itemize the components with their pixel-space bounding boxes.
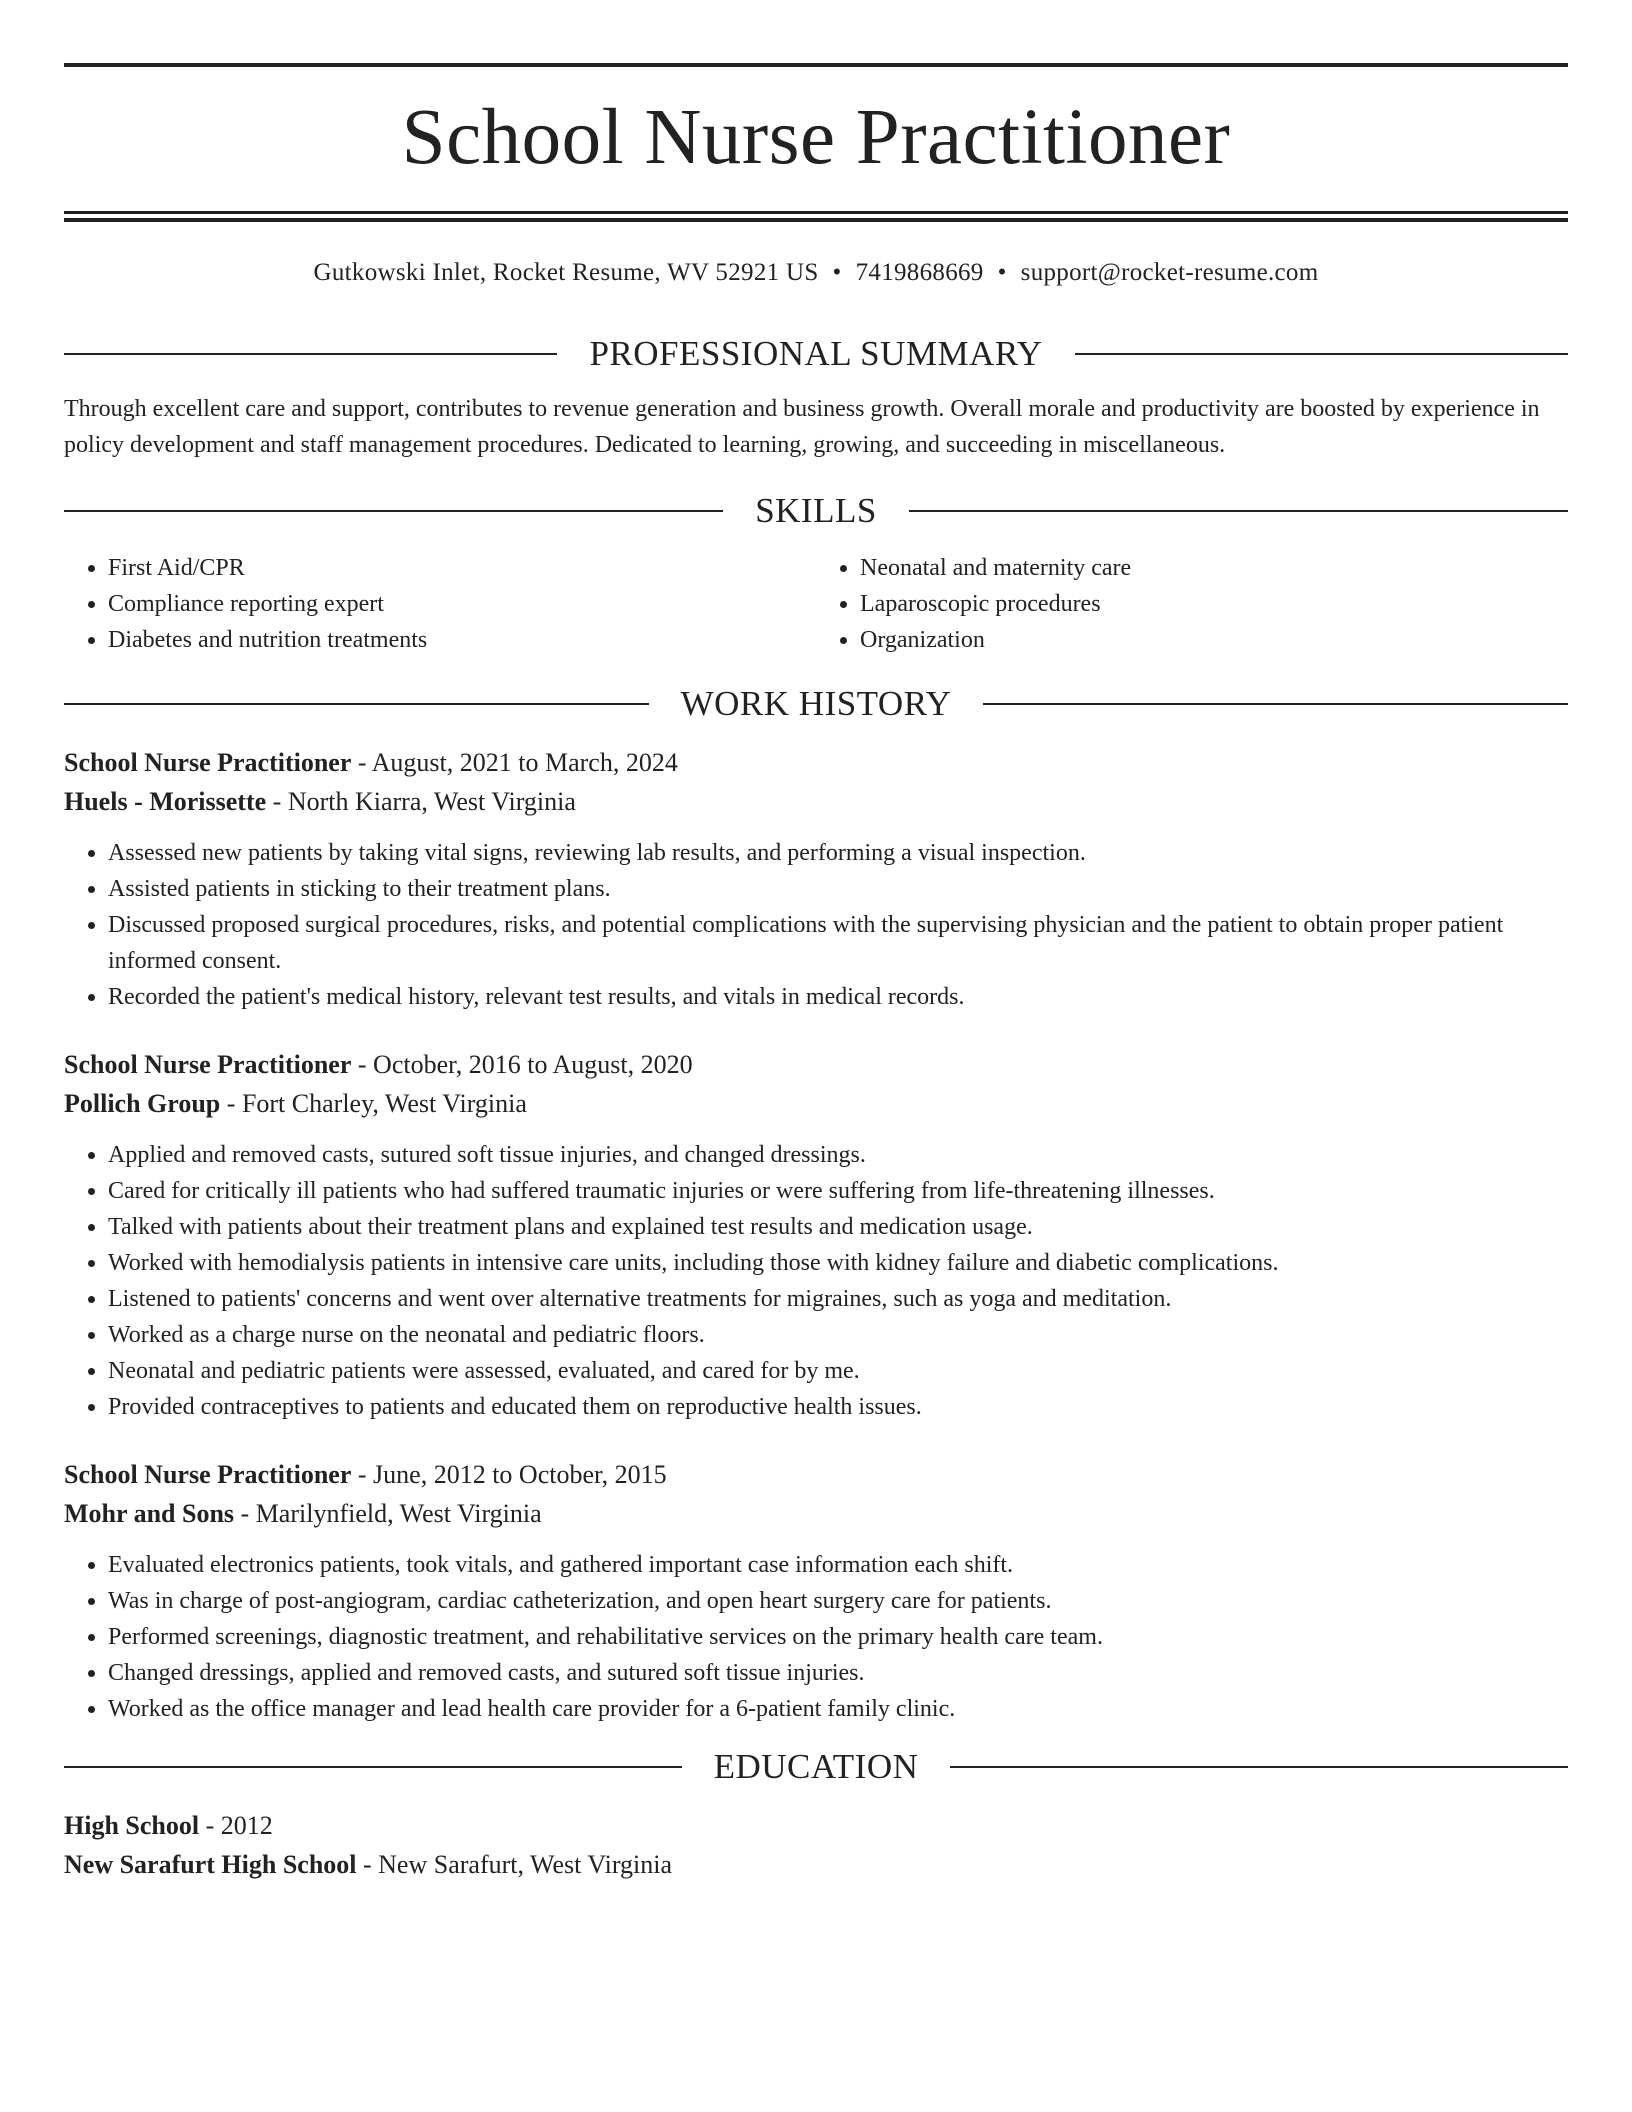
job-bullet: • Talked with patients about their treatment plans and explained test results and medication usage. — [108, 1209, 1568, 1245]
summary-heading — [64, 336, 1568, 371]
job-bullet: • Provided contraceptives to patients and educated them on reproductive health issues. — [108, 1389, 1568, 1425]
job-company-line — [64, 1084, 1568, 1123]
job-location: - North Kiarra, West Virginia — [266, 787, 576, 816]
heading-rule — [64, 703, 649, 705]
heading-rule — [64, 353, 557, 355]
job-entry — [64, 1455, 1568, 1727]
job-location: - Fort Charley, West Virginia — [220, 1089, 527, 1118]
job-title: School Nurse Practitioner — [64, 748, 352, 777]
heading-rule — [983, 703, 1568, 705]
job-bullets — [64, 1547, 1568, 1727]
double-rule — [64, 211, 1568, 222]
skill-item: • Neonatal and maternity care — [860, 550, 1568, 586]
section-title: PROFESSIONAL SUMMARY — [589, 334, 1043, 373]
skill-item: • Compliance reporting expert — [108, 586, 816, 622]
job-bullet: • Evaluated electronics patients, took vitals, and gathered important case information each shift. — [108, 1547, 1568, 1583]
job-dates: - August, 2021 to March, 2024 — [351, 748, 678, 777]
heading-rule — [1075, 353, 1568, 355]
work-heading — [64, 686, 1568, 721]
job-title-line — [64, 1455, 1568, 1494]
education-school: New Sarafurt High School — [64, 1850, 357, 1879]
job-company-line — [64, 782, 1568, 821]
job-bullet: • Neonatal and pediatric patients were assessed, evaluated, and cared for by me. — [108, 1353, 1568, 1389]
job-company: Mohr and Sons — [64, 1499, 235, 1528]
job-bullet: • Changed dressings, applied and removed casts, and sutured soft tissue injuries. — [108, 1655, 1568, 1691]
job-title-line — [64, 1045, 1568, 1084]
contact-phone: 7419868669 — [855, 259, 984, 286]
job-company-line — [64, 1494, 1568, 1533]
education-degree: High School — [64, 1811, 200, 1840]
job-bullet: • Listened to patients' concerns and went over alternative treatments for migraines, such as yoga and meditation. — [108, 1281, 1568, 1317]
job-bullet: • Worked with hemodialysis patients in intensive care units, including those with kidney failure and diabetic complications. — [108, 1245, 1568, 1281]
job-dates: - October, 2016 to August, 2020 — [351, 1050, 693, 1079]
job-bullets — [64, 1137, 1568, 1425]
skills-column-left — [64, 550, 816, 658]
education-location: - New Sarafurt, West Virginia — [356, 1850, 673, 1879]
job-bullets — [64, 835, 1568, 1015]
job-title: School Nurse Practitioner — [64, 1050, 352, 1079]
heading-rule — [64, 510, 723, 512]
job-bullet: • Worked as the office manager and lead health care provider for a 6-patient family clinic. — [108, 1691, 1568, 1727]
job-bullet: • Worked as a charge nurse on the neonatal and pediatric floors. — [108, 1317, 1568, 1353]
job-bullet: • Assisted patients in sticking to their treatment plans. — [108, 871, 1568, 907]
education-heading — [64, 1749, 1568, 1784]
job-company: Huels - Morissette — [64, 787, 267, 816]
education-year: - 2012 — [199, 1811, 273, 1840]
heading-rule — [950, 1766, 1568, 1768]
job-bullet: • Applied and removed casts, sutured soft tissue injuries, and changed dressings. — [108, 1137, 1568, 1173]
skill-item: • Laparoscopic procedures — [860, 586, 1568, 622]
section-title: EDUCATION — [713, 1747, 919, 1786]
skill-item: • Organization — [860, 622, 1568, 658]
job-entry — [64, 1045, 1568, 1425]
contact-address: Gutkowski Inlet, Rocket Resume, WV 52921 US — [313, 259, 819, 286]
heading-rule — [64, 1766, 682, 1768]
education-entry — [64, 1806, 1568, 1884]
candidate-name: School Nurse Practitioner — [401, 94, 1231, 181]
education-degree-line — [64, 1806, 1568, 1845]
job-bullet: • Performed screenings, diagnostic treatment, and rehabilitative services on the primary health care team. — [108, 1619, 1568, 1655]
job-title-line — [64, 743, 1568, 782]
contact-line — [64, 258, 1568, 288]
summary-text: Through excellent care and support, contributes to revenue generation and business growth. Overall morale and productivity are boosted by experience in policy development and staff management procedures. Dedicated to learning, growing, and succeeding in miscellaneous. — [64, 396, 1540, 458]
skill-item: • Diabetes and nutrition treatments — [108, 622, 816, 658]
contact-separator: • — [832, 259, 842, 286]
job-bullet: • Discussed proposed surgical procedures, risks, and potential complications with the supervising physician and the patient to obtain proper patient informed consent. — [108, 907, 1568, 979]
job-title: School Nurse Practitioner — [64, 1460, 352, 1489]
job-dates: - June, 2012 to October, 2015 — [351, 1460, 667, 1489]
skills-column-right — [816, 550, 1568, 658]
heading-rule — [909, 510, 1568, 512]
job-bullet: • Was in charge of post-angiogram, cardiac catheterization, and open heart surgery care for patients. — [108, 1583, 1568, 1619]
contact-email: support@rocket-resume.com — [1020, 259, 1319, 286]
section-title: WORK HISTORY — [680, 684, 952, 723]
job-bullet: • Recorded the patient's medical history, relevant test results, and vitals in medical records. — [108, 979, 1568, 1015]
job-location: - Marilynfield, West Virginia — [234, 1499, 542, 1528]
contact-separator: • — [997, 259, 1007, 286]
skills-list — [64, 550, 1568, 658]
job-company: Pollich Group — [64, 1089, 221, 1118]
skill-item: • First Aid/CPR — [108, 550, 816, 586]
job-bullet: • Cared for critically ill patients who had suffered traumatic injuries or were suffering from life-threatening illnesses. — [108, 1173, 1568, 1209]
job-bullet: • Assessed new patients by taking vital signs, reviewing lab results, and performing a visual inspection. — [108, 835, 1568, 871]
education-school-line — [64, 1845, 1568, 1884]
section-title: SKILLS — [755, 491, 877, 530]
skills-heading — [64, 493, 1568, 528]
job-entry — [64, 743, 1568, 1015]
